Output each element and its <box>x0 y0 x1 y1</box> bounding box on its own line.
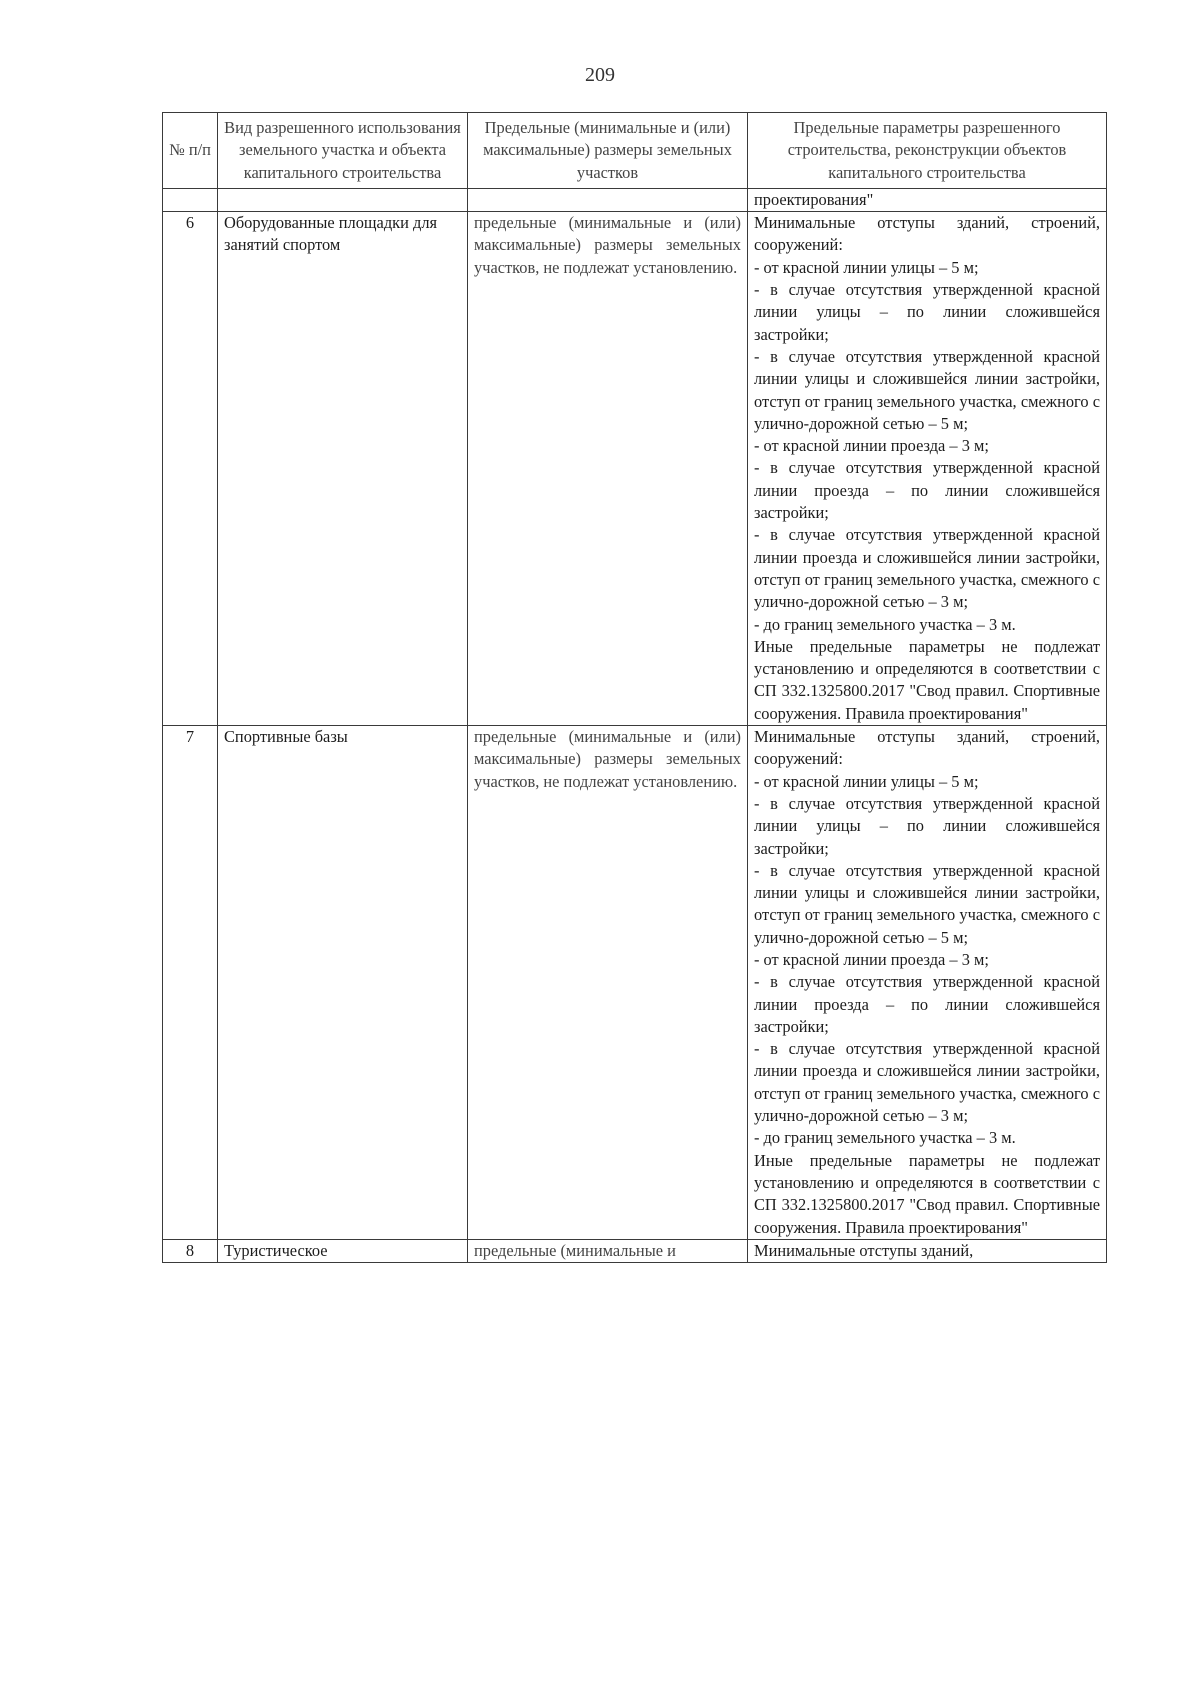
header-use-type: Вид разрешенного использования земельного участка и объекта капитального строительства <box>218 113 468 189</box>
parameter-line: - в случае отсутствия утвержденной красной линии улицы – по линии сложившейся застройки; <box>754 280 1100 344</box>
row-plot-size: предельные (минимальные и (или) максимальные) размеры земельных участков, не подлежат установлению. <box>468 726 748 1240</box>
row-number: 7 <box>163 726 218 1240</box>
header-parameters: Предельные параметры разрешенного строительства, реконструкции объектов капитального строительства <box>748 113 1107 189</box>
parameter-line: - до границ земельного участка – 3 м. <box>754 614 1016 634</box>
continuation-cell-use-type <box>218 188 468 211</box>
parameter-line: - от красной линии проезда – 3 м; <box>754 949 989 969</box>
parameter-line: - в случае отсутствия утвержденной красной линии улицы и сложившейся линии застройки, отступ от границ земельного участка, смежного с улично-дорожной сетью – 5 м; <box>754 346 1100 433</box>
continuation-cell-plot-size <box>468 188 748 211</box>
row-plot-size: предельные (минимальные и <box>468 1239 748 1262</box>
row-number: 8 <box>163 1239 218 1262</box>
parameter-line: - в случае отсутствия утвержденной красной линии улицы и сложившейся линии застройки, отступ от границ земельного участка, смежного с улично-дорожной сетью – 5 м; <box>754 860 1100 947</box>
page-number: 209 <box>585 64 615 86</box>
parameter-line: - от красной линии улицы – 5 м; <box>754 257 979 277</box>
header-number: № п/п <box>163 113 218 189</box>
continuation-cell-parameters: проектирования" <box>748 188 1107 211</box>
parameter-line: - в случае отсутствия утвержденной красной линии проезда – по линии сложившейся застройки; <box>754 458 1100 523</box>
parameter-line: Иные предельные параметры не подлежат установлению и определяются в соответствии с СП 332.1325800.2017 "Свод правил. Спортивные сооружения. Правила проектирования" <box>754 636 1100 723</box>
row-plot-size: предельные (минимальные и (или) максимальные) размеры земельных участков, не подлежат установлению. <box>468 212 748 726</box>
parameter-line: - от красной линии проезда – 3 м; <box>754 436 989 456</box>
row-use-type: Спортивные базы <box>218 726 468 1240</box>
parameter-line: - в случае отсутствия утвержденной красной линии проезда и сложившейся линии застройки, отступ от границ земельного участка, смежного с улично-дорожной сетью – 3 м; <box>754 525 1100 612</box>
row-number: 6 <box>163 212 218 726</box>
parameter-line: Минимальные отступы зданий, строений, сооружений: <box>754 213 1100 255</box>
table-row <box>163 212 1107 726</box>
parameter-line: - от красной линии улицы – 5 м; <box>754 771 979 791</box>
row-use-type: Туристическое <box>218 1239 468 1262</box>
table-row <box>163 1239 1107 1262</box>
parameter-line: - до границ земельного участка – 3 м. <box>754 1128 1016 1148</box>
parameter-line: Иные предельные параметры не подлежат установлению и определяются в соответствии с СП 332.1325800.2017 "Свод правил. Спортивные сооружения. Правила проектирования" <box>754 1150 1100 1237</box>
land-use-table <box>162 112 1107 1263</box>
parameter-line: - в случае отсутствия утвержденной красной линии проезда и сложившейся линии застройки, отступ от границ земельного участка, смежного с улично-дорожной сетью – 3 м; <box>754 1039 1100 1126</box>
parameter-line: - в случае отсутствия утвержденной красной линии улицы – по линии сложившейся застройки; <box>754 793 1100 858</box>
row-parameters <box>748 726 1107 1240</box>
row-parameters: Минимальные отступы зданий, <box>748 1239 1107 1262</box>
parameter-line: - в случае отсутствия утвержденной красной линии проезда – по линии сложившейся застройки; <box>754 972 1100 1036</box>
continuation-cell-number <box>163 188 218 211</box>
header-plot-size: Предельные (минимальные и (или) максимальные) размеры земельных участков <box>468 113 748 189</box>
parameter-line: Минимальные отступы зданий, строений, сооружений: <box>754 727 1100 769</box>
row-parameters <box>748 212 1107 726</box>
table-row <box>163 726 1107 1240</box>
continuation-row <box>163 188 1107 211</box>
table-header-row <box>163 113 1107 189</box>
row-use-type: Оборудованные площадки для занятий спортом <box>218 212 468 726</box>
